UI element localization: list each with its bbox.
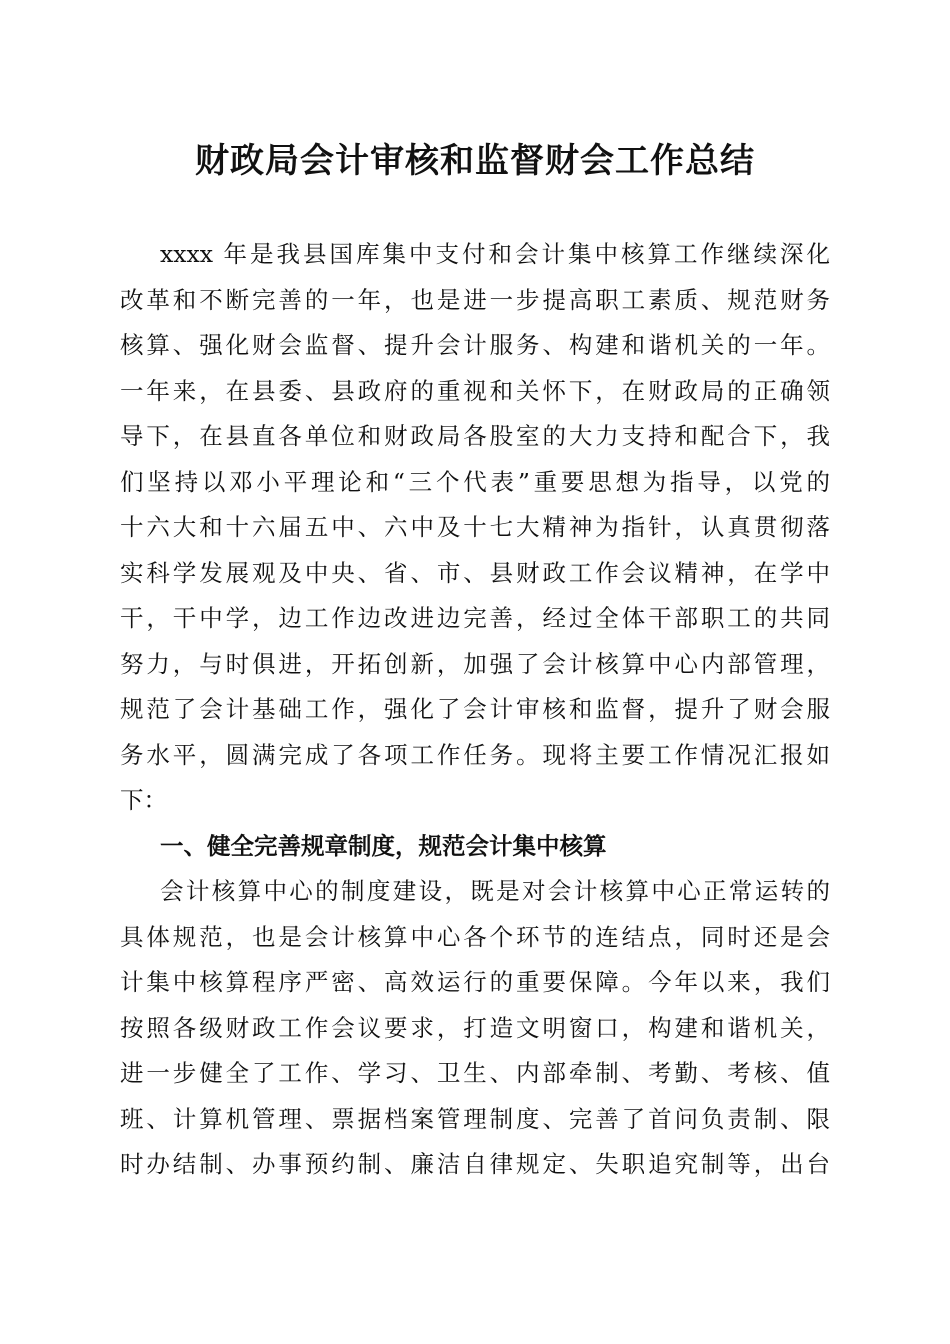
section-paragraph (120, 869, 830, 1188)
paragraph-line: 下： (120, 786, 167, 814)
paragraph-line: xxxx 年是我县国库集中支付和会计集中核算工作继续深化 (160, 240, 830, 268)
paragraph-line: 时办结制、办事预约制、廉洁自律规定、失职追究制等，出台 (120, 1150, 830, 1178)
paragraph-line: 务水平，圆满完成了各项工作任务。现将主要工作情况汇报如 (120, 740, 830, 769)
document-body (120, 232, 830, 1188)
paragraph-line: 们坚持以邓小平理论和“三个代表”重要思想为指导，以党的 (120, 467, 830, 496)
paragraph-line: 进一步健全了工作、学习、卫生、内部牵制、考勤、考核、值 (120, 1059, 830, 1087)
paragraph-line: 会计核算中心的制度建设，既是对会计核算中心正常运转的 (160, 877, 830, 905)
paragraph-line: 干，干中学，边工作边改进边完善，经过全体干部职工的共同 (120, 604, 830, 632)
paragraph-line: 导下，在县直各单位和财政局各股室的大力支持和配合下，我 (120, 422, 830, 450)
paragraph-line: 计集中核算程序严密、高效运行的重要保障。今年以来，我们 (120, 968, 830, 996)
paragraph-line: 规范了会计基础工作，强化了会计审核和监督，提升了财会服 (120, 695, 830, 723)
paragraph-line: 一年来，在县委、县政府的重视和关怀下，在财政局的正确领 (120, 376, 830, 405)
paragraph-line: 实科学发展观及中央、省、市、县财政工作会议精神，在学中 (120, 558, 830, 587)
paragraph-line: 核算、强化财会监督、提升会计服务、构建和谐机关的一年。 (120, 331, 830, 359)
intro-paragraph (120, 232, 830, 824)
paragraph-line: 十六大和十六届五中、六中及十七大精神为指针，认真贯彻落 (120, 513, 830, 541)
paragraph-line: 具体规范，也是会计核算中心各个环节的连结点，同时还是会 (120, 922, 830, 951)
paragraph-line: 按照各级财政工作会议要求，打造文明窗口，构建和谐机关， (120, 1013, 830, 1042)
paragraph-line: 努力，与时俱进，开拓创新，加强了会计核算中心内部管理， (120, 649, 830, 678)
document-title: 财政局会计审核和监督财会工作总结 (195, 141, 755, 181)
section-heading: 一、健全完善规章制度，规范会计集中核算 (160, 831, 607, 860)
paragraph-line: 改革和不断完善的一年，也是进一步提高职工素质、规范财务 (120, 285, 830, 314)
paragraph-line: 班、计算机管理、票据档案管理制度、完善了首问负责制、限 (120, 1104, 830, 1133)
